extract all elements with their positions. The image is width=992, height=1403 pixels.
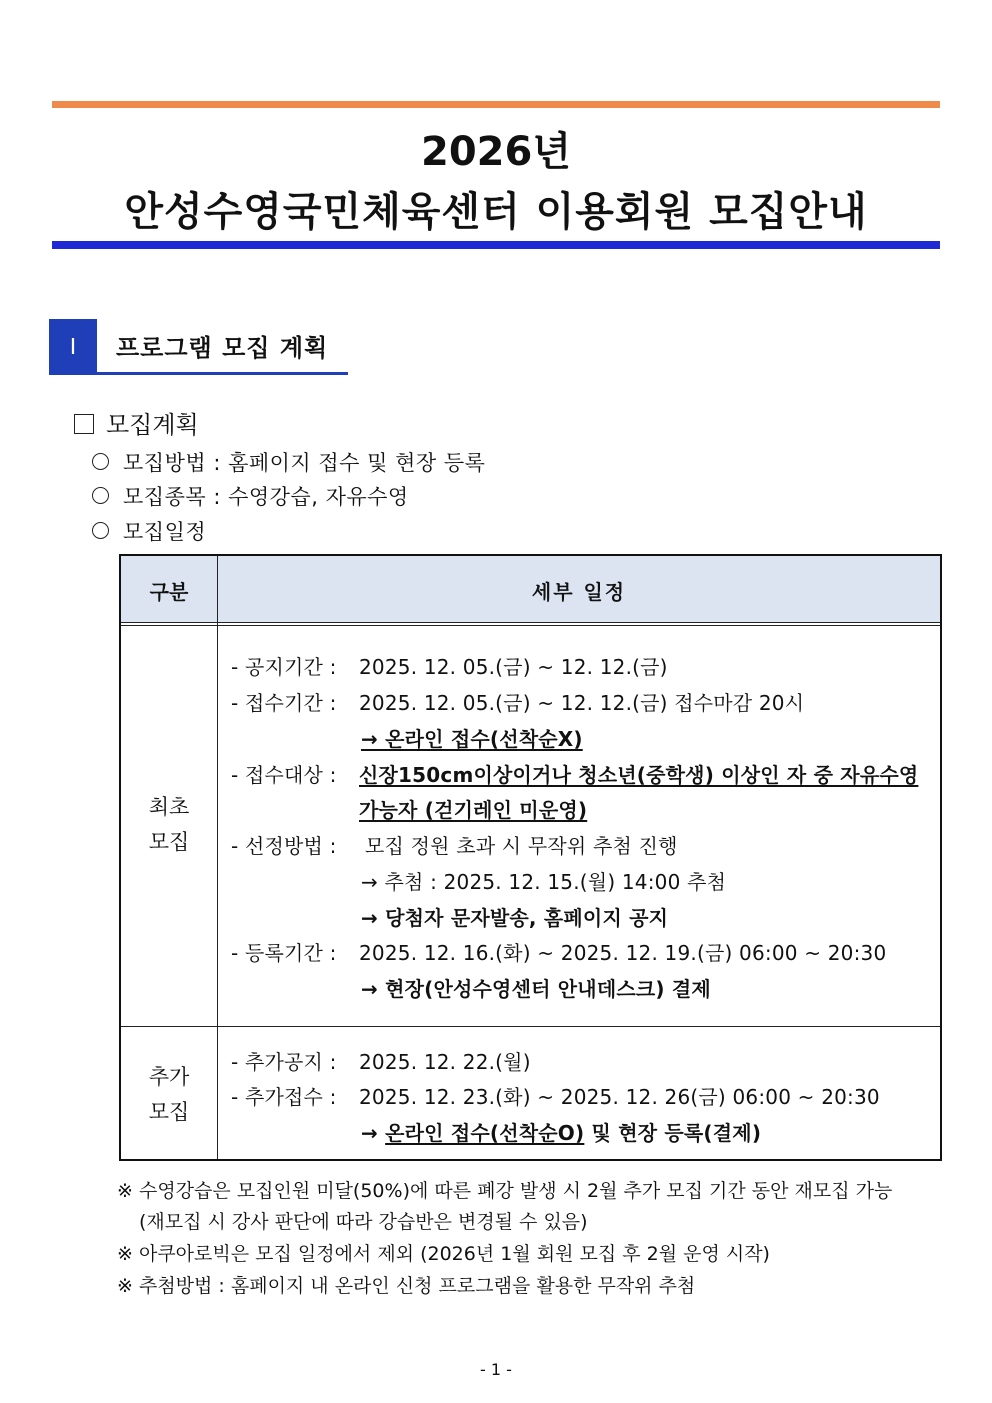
first-target-label: - 접수대상 : bbox=[231, 763, 337, 787]
plan-item-category bbox=[92, 481, 409, 511]
extra-apply-label: - 추가접수 : bbox=[231, 1085, 337, 1109]
first-select-value: 모집 정원 초과 시 무작위 추첨 진행 bbox=[365, 834, 678, 858]
section-title: 프로그램 모집 계획 bbox=[116, 334, 329, 362]
first-apply-label: - 접수기간 : bbox=[231, 691, 337, 715]
extra-notice-label: - 추가공지 : bbox=[231, 1050, 337, 1074]
title-bottom-rule bbox=[52, 241, 940, 249]
extra-apply-note: → 온라인 접수(선착순O) 및 현장 등록(결제) bbox=[361, 1121, 762, 1145]
header-category: 구분 bbox=[149, 580, 189, 604]
section-underline bbox=[49, 372, 348, 375]
note-lottery-method: ※ 추첨방법 : 홈페이지 내 온라인 신청 프로그램을 활용한 무작위 추첨 bbox=[117, 1275, 696, 1297]
circle-bullet-icon bbox=[92, 522, 109, 539]
extra-apply-value: 2025. 12. 23.(화) ~ 2025. 12. 26(금) 06:00 ~ 20:30 bbox=[359, 1085, 880, 1109]
extra-notice-value: 2025. 12. 22.(월) bbox=[359, 1050, 531, 1074]
note-aquarobics: ※ 아쿠아로빅은 모집 일정에서 제외 (2026년 1월 회원 모집 후 2월 운영 시작) bbox=[117, 1243, 770, 1265]
table-column-divider bbox=[217, 556, 218, 1159]
first-target-value-line1: 신장150cm이상이거나 청소년(중학생) 이상인 자 중 자유수영 bbox=[359, 763, 919, 787]
page-number: - 1 - bbox=[480, 1360, 512, 1379]
title-top-rule bbox=[52, 101, 940, 108]
table-divider bbox=[121, 622, 940, 623]
note-closed-class: ※ 수영강습은 모집인원 미달(50%)에 따른 폐강 발생 시 2월 추가 모집 기간 동안 재모집 가능 bbox=[117, 1180, 893, 1202]
plan-heading bbox=[74, 405, 199, 440]
table-divider bbox=[121, 625, 940, 626]
first-register-value: 2025. 12. 16.(화) ~ 2025. 12. 19.(금) 06:00 ~ 20:30 bbox=[359, 941, 887, 965]
first-select-note-announce: → 당첨자 문자발송, 홈페이지 공지 bbox=[361, 906, 669, 930]
plan-heading-text: 모집계획 bbox=[106, 411, 199, 439]
first-register-label: - 등록기간 : bbox=[231, 941, 337, 965]
table-divider bbox=[121, 1026, 940, 1027]
first-notice-label: - 공지기간 : bbox=[231, 655, 337, 679]
plan-item-text: 모집일정 bbox=[123, 520, 207, 544]
note-closed-class-detail: (재모집 시 강사 판단에 따라 강습반은 변경될 수 있음) bbox=[139, 1211, 588, 1233]
row-label-extra: 추가 모집 bbox=[148, 1065, 190, 1124]
first-notice-value: 2025. 12. 05.(금) ~ 12. 12.(금) bbox=[359, 655, 668, 679]
section-number-badge: Ⅰ bbox=[49, 319, 97, 374]
circle-bullet-icon bbox=[92, 487, 109, 504]
first-select-note-lottery: → 추첨 : 2025. 12. 15.(월) 14:00 추첨 bbox=[361, 870, 727, 894]
first-apply-value: 2025. 12. 05.(금) ~ 12. 12.(금) 접수마감 20시 bbox=[359, 691, 805, 715]
first-register-note: → 현장(안성수영센터 안내데스크) 결제 bbox=[361, 977, 711, 1001]
schedule-table bbox=[119, 554, 942, 1161]
plan-item-text: 모집방법 : 홈페이지 접수 및 현장 등록 bbox=[123, 451, 486, 475]
plan-item-schedule bbox=[92, 516, 206, 546]
first-apply-note: → 온라인 접수(선착순X) bbox=[361, 727, 583, 751]
first-select-label: - 선정방법 : bbox=[231, 834, 337, 858]
main-title: 안성수영국민체육센터 이용회원 모집안내 bbox=[124, 189, 868, 235]
plan-item-text: 모집종목 : 수영강습, 자유수영 bbox=[123, 485, 409, 509]
row-label-first: 최초 모집 bbox=[148, 795, 190, 854]
year-title: 2026년 bbox=[421, 129, 571, 175]
circle-bullet-icon bbox=[92, 453, 109, 470]
header-detail: 세부 일정 bbox=[531, 580, 627, 604]
plan-item-method bbox=[92, 447, 485, 477]
first-target-value-line2: 가능자 (걷기레인 미운영) bbox=[359, 798, 588, 822]
checkbox-square-icon bbox=[74, 414, 94, 434]
